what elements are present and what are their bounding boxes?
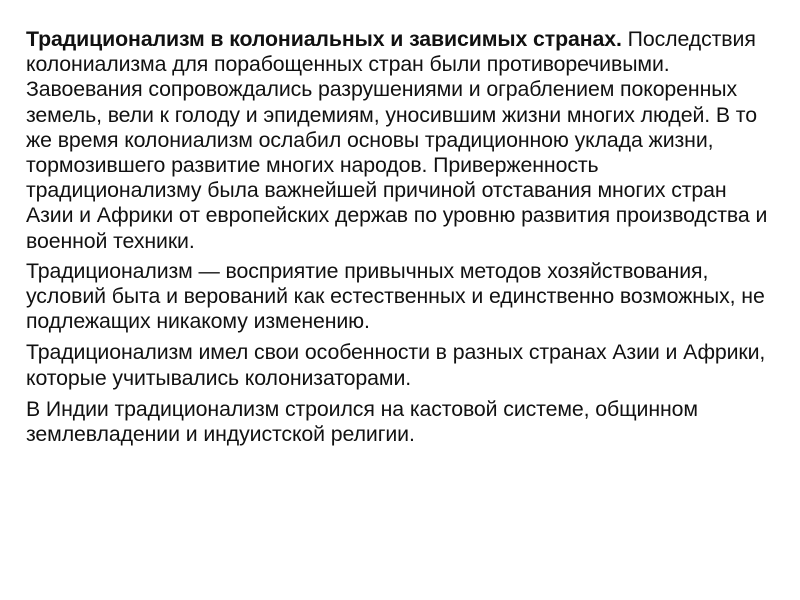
paragraph-body: Традиционализм имел свои особенности в разных странах Азии и Африки, которые учитывались колонизаторами. (26, 340, 766, 390)
paragraph-colonialism-consequences (26, 27, 778, 254)
paragraph-body: В Индии традиционализм строился на кастовой системе, общинном землевладении и индуистской религии. (26, 396, 698, 447)
paragraph-traditionalism-features (26, 340, 778, 390)
paragraph-body: Последствия колониализма для порабощенных стран были противоречивыми. Завоевания сопровождались разрушениями и ограблением покоренных земель, вели к голоду и эпидемиям, уносившим жизни многих людей. В то же время колониализм ослабил основы традиционною уклада жизни, тормозившего развитие многих народов. Приверженность традиционализму была важнейшей причиной отставания многих стран Азии и Африки от европейских держав по уровню развития производства и военной техники. (26, 27, 768, 253)
paragraph-body: Традиционализм — восприятие привычных методов хозяйствования, условий быта и верований как естественных и единственно возможных, не подлежащих никакому изменению. (26, 258, 765, 334)
paragraph-traditionalism-definition (26, 259, 778, 335)
paragraph-heading: Традиционализм в колониальных и зависимых странах. (26, 27, 622, 51)
paragraph-india (26, 397, 778, 447)
